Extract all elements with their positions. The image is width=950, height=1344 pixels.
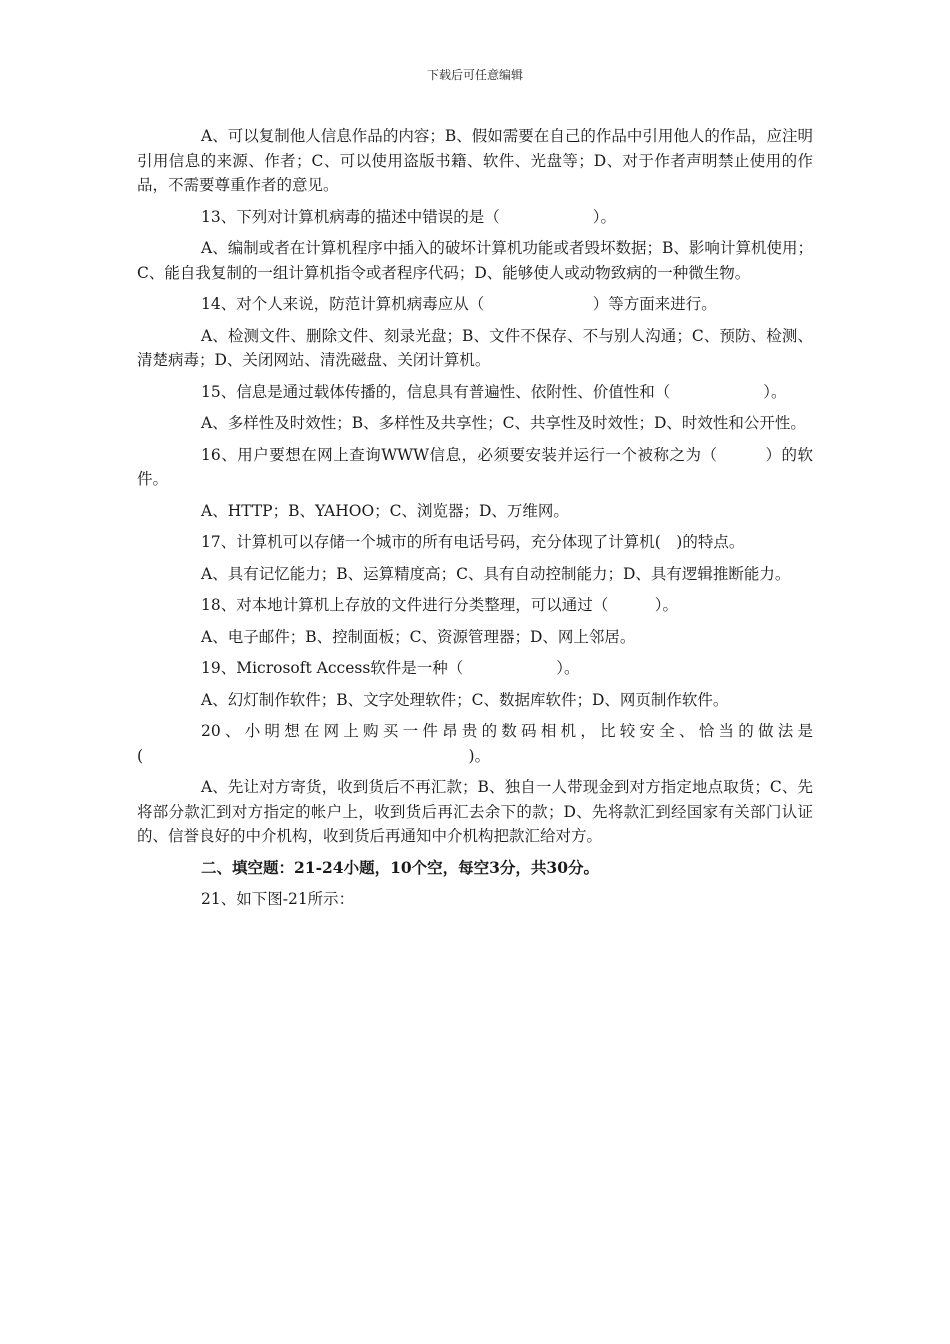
paragraph-q20: 20、小明想在网上购买一件昂贵的数码相机，比较安全、恰当的做法是( )。 <box>137 722 813 765</box>
paragraph-q16-options: A、HTTP；B、YAHOO；C、浏览器；D、万维网。 <box>201 501 569 520</box>
paragraph-q19: 19、Microsoft Access软件是一种（ ）。 <box>201 659 580 677</box>
section-heading-fill-in: 二、填空题：21-24小题，10个空，每空3分，共30分。 <box>201 857 599 877</box>
paragraph-q15-options: A、多样性及时效性；B、多样性及共享性；C、共享性及时效性；D、时效性和公开性。 <box>201 414 806 432</box>
paragraph-q15: 15、信息是通过载体传播的，信息具有普遍性、依附性、价值性和（ ）。 <box>201 382 787 401</box>
paragraph-q14: 14、对个人来说，防范计算机病毒应从（ ）等方面来进行。 <box>201 295 717 313</box>
paragraph-q13: 13、下列对计算机病毒的描述中错误的是（ ）。 <box>201 207 616 226</box>
paragraph-q21: 21、如下图-21所示： <box>201 890 355 908</box>
page-header: 下载后可任意编辑 <box>426 68 523 82</box>
paragraph-q12-options: A、可以复制他人信息作品的内容；B、假如需要在自己的作品中引用他人的作品，应注明引用信息的来源、作者；C、可以使用盗版书籍、软件、光盘等；D、对于作者声明禁止使用的作品，不需要尊重作者的意见。 <box>137 127 813 194</box>
paragraph-q13-options: A、编制或者在计算机程序中插入的破坏计算机功能或者毁坏数据；B、影响计算机使用；C、能自我复制的一组计算机指令或者程序代码；D、能够使人或动物致病的一种微生物。 <box>137 239 813 282</box>
paragraph-q17-options: A、具有记忆能力；B、运算精度高；C、具有自动控制能力；D、具有逻辑推断能力。 <box>201 564 791 583</box>
paragraph-q14-options: A、检测文件、删除文件、刻录光盘；B、文件不保存、不与别人沟通；C、预防、检测、清楚病毒；D、关闭网站、清洗磁盘、关闭计算机。 <box>137 326 813 369</box>
paragraph-q18: 18、对本地计算机上存放的文件进行分类整理，可以通过（ ）。 <box>201 596 678 614</box>
paragraph-q18-options: A、电子邮件；B、控制面板；C、资源管理器；D、网上邻居。 <box>201 627 636 646</box>
paragraph-q19-options: A、幻灯制作软件；B、文字处理软件；C、数据库软件；D、网页制作软件。 <box>201 690 729 709</box>
paragraph-q17: 17、计算机可以存储一个城市的所有电话号码，充分体现了计算机( )的特点。 <box>201 533 745 551</box>
paragraph-q16: 16、用户要想在网上查询WWW信息，必须要安装并运行一个被称之为（ ）的软件。 <box>137 445 813 488</box>
document-body <box>137 124 813 919</box>
paragraph-q20-options: A、先让对方寄货，收到货后不再汇款；B、独自一人带现金到对方指定地点取货；C、先将部分款汇到对方指定的帐户上，收到货后再汇去余下的款；D、先将款汇到经国家有关部门认证的、信誉良好的中介机构，收到货后再通知中介机构把款汇给对方。 <box>137 778 813 845</box>
